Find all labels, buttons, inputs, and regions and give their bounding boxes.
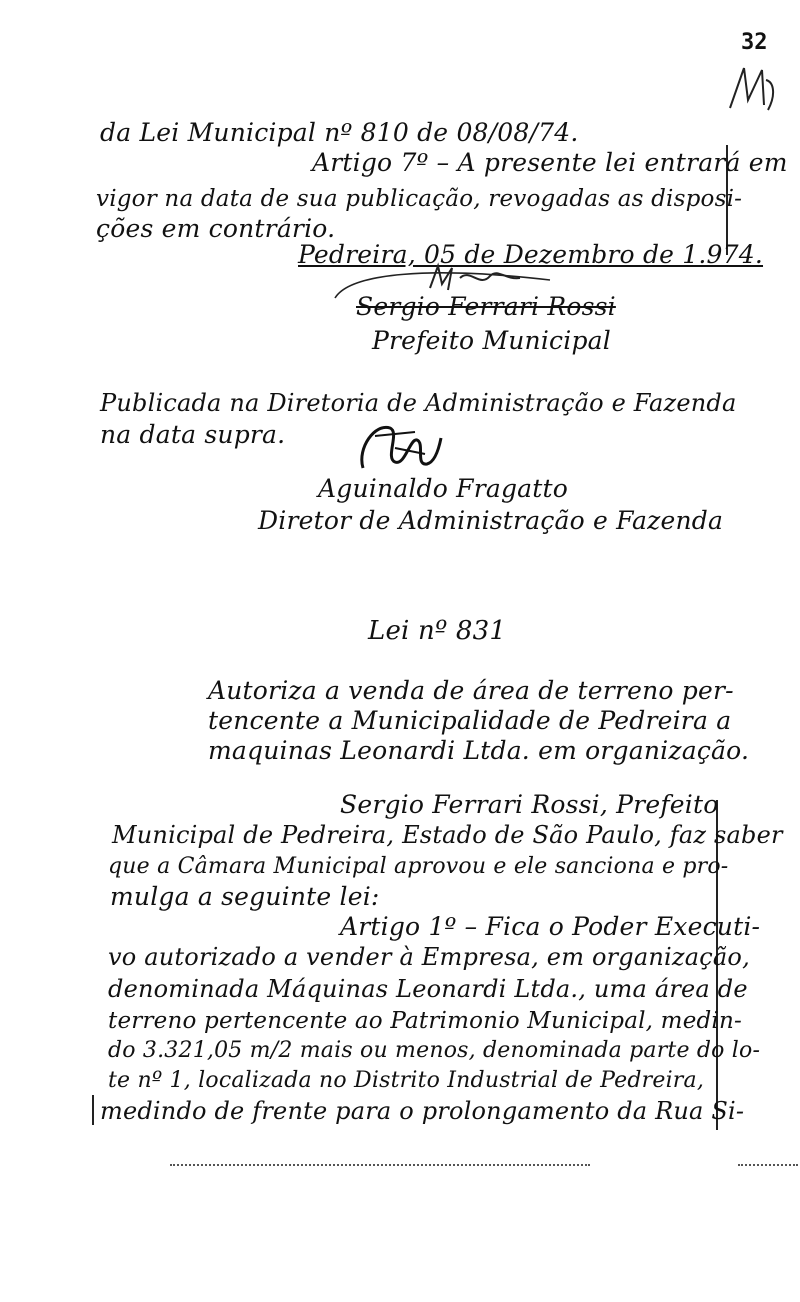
summary-line: Autoriza a venda de área de terreno per- [208, 676, 734, 705]
page-number: 32 [741, 30, 768, 55]
body-line: te nº 1, localizada no Distrito Industrial de Pedreira, [108, 1068, 705, 1093]
body-line: Municipal de Pedreira, Estado de São Paulo, faz saber [112, 821, 783, 849]
text-line: Artigo 7º – A presente lei entrará em [312, 148, 788, 177]
body-line: Artigo 1º – Fica o Poder Executi- [340, 912, 761, 941]
body-line: medindo de frente para o prolongamento da Rua Si- [100, 1097, 745, 1125]
director-signature [355, 418, 445, 480]
body-line: vo autorizado a vender à Empresa, em organização, [108, 943, 750, 971]
body-line: Sergio Ferrari Rossi, Prefeito [340, 790, 719, 819]
text-line: vigor na data de sua publicação, revogadas as disposi- [96, 186, 743, 212]
text-line: da Lei Municipal nº 810 de 08/08/74. [100, 118, 579, 147]
law-title: Lei nº 831 [368, 616, 507, 646]
summary-line: tencente a Municipalidade de Pedreira a [208, 706, 732, 735]
margin-line-left-bottom [92, 1095, 94, 1125]
body-line: que a Câmara Municipal aprovou e ele sanciona e pro- [108, 854, 729, 879]
date-line: Pedreira, 05 de Dezembro de 1.974. [298, 240, 764, 269]
initials-mark [722, 60, 782, 115]
scan-artifact-line [170, 1164, 590, 1168]
mayor-name: Sergio Ferrari Rossi [356, 292, 616, 321]
body-line: do 3.321,05 m/2 mais ou menos, denominada parte do lo- [108, 1038, 761, 1063]
body-line: terreno pertencente ao Patrimonio Municipal, medin- [108, 1008, 742, 1034]
director-title: Diretor de Administração e Fazenda [258, 506, 724, 535]
body-line: denominada Máquinas Leonardi Ltda., uma área de [108, 975, 748, 1003]
body-line: mulga a seguinte lei: [110, 882, 380, 911]
scan-artifact-line [738, 1164, 798, 1168]
mayor-title: Prefeito Municipal [372, 326, 611, 355]
summary-line: maquinas Leonardi Ltda. em organização. [208, 736, 750, 765]
director-name: Aguinaldo Fragatto [318, 474, 569, 503]
publication-line: Publicada na Diretoria de Administração e Fazenda [100, 389, 737, 417]
text-line: ções em contrário. [96, 214, 336, 243]
publication-line: na data supra. [100, 420, 286, 449]
